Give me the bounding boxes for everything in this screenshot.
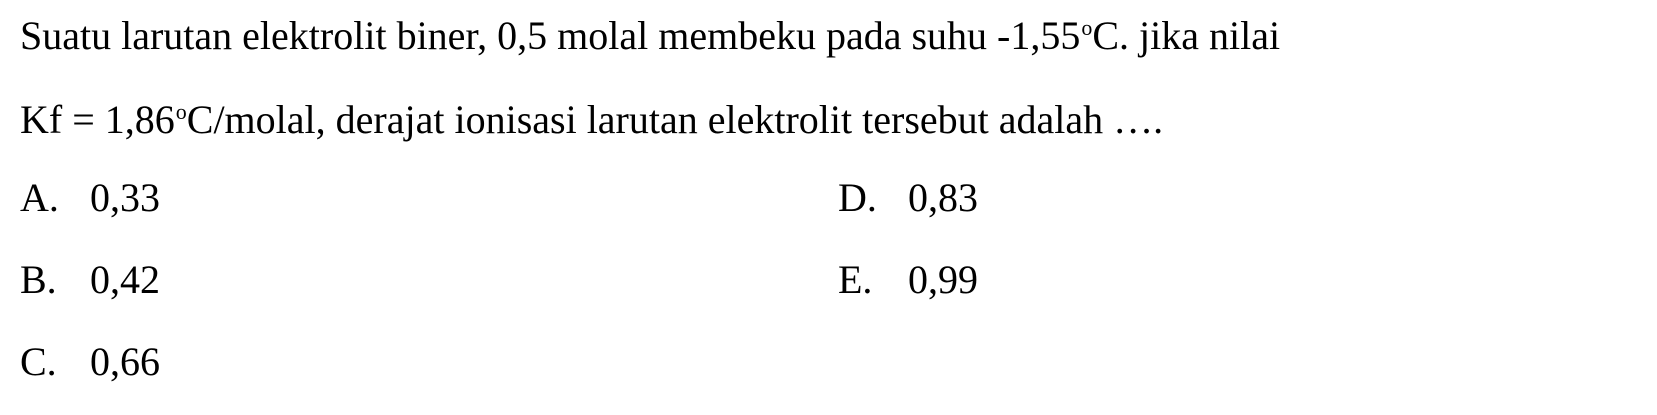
option-d-letter: D. <box>838 175 877 220</box>
option-b-letter: B. <box>20 257 57 302</box>
option-c-letter: C. <box>20 339 57 384</box>
option-b[interactable] <box>20 256 160 304</box>
option-a[interactable] <box>20 174 160 222</box>
question-line-2 <box>20 96 1635 150</box>
question-line-1 <box>20 12 1635 66</box>
option-a-value: 0,33 <box>90 175 160 220</box>
option-e-letter: E. <box>838 257 873 302</box>
degree-symbol: o <box>1081 15 1093 40</box>
option-e[interactable] <box>838 256 978 304</box>
option-c[interactable] <box>20 338 160 386</box>
option-c-value: 0,66 <box>90 339 160 384</box>
question-line-2-text-end: C/molal, derajat ionisasi larutan elektrolit tersebut adalah …. <box>186 97 1164 142</box>
question-text <box>20 12 1635 150</box>
option-d[interactable] <box>838 174 978 222</box>
option-b-value: 0,42 <box>90 257 160 302</box>
option-d-value: 0,83 <box>908 175 978 220</box>
question-line-1-text-end: C. jika nilai <box>1092 13 1281 58</box>
question-line-2-text: Kf = 1,86 <box>20 97 175 142</box>
question-line-1-text: Suatu larutan elektrolit biner, 0,5 molal membeku pada suhu -1,55 <box>20 13 1081 58</box>
question-line-1-main <box>20 12 1280 66</box>
option-a-letter: A. <box>20 175 59 220</box>
option-e-value: 0,99 <box>908 257 978 302</box>
degree-symbol: o <box>175 99 187 124</box>
